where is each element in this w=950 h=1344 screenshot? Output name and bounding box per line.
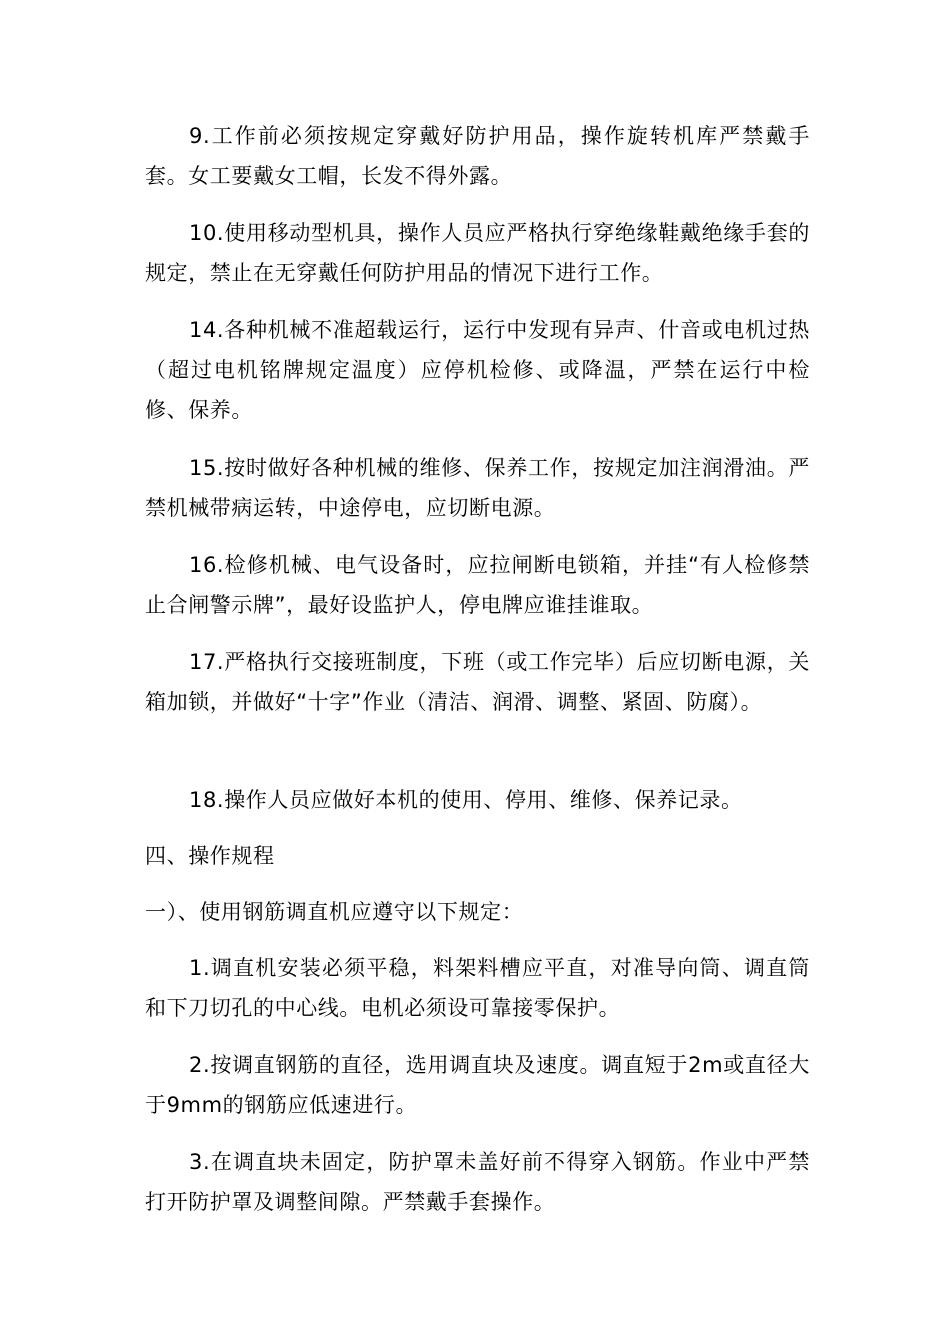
- rule-item-3: 3.在调直块未固定，防护罩未盖好前不得穿入钢筋。作业中严禁打开防护罩及调整间隙。严禁戴手套操作。: [145, 1150, 810, 1214]
- paragraph-item-17: 17.严格执行交接班制度，下班（或工作完毕）后应切断电源，关箱加锁，并做好“十字”作业（清洁、润滑、调整、紧固、防腐）。: [145, 650, 810, 714]
- paragraph-item-14: 14.各种机械不准超载运行，运行中发现有异声、什音或电机过热（超过电机铭牌规定温度）应停机检修、或降温，严禁在运行中检修、保养。: [145, 318, 810, 422]
- paragraph-item-9: 9.工作前必须按规定穿戴好防护用品，操作旋转机库严禁戴手套。女工要戴女工帽，长发不得外露。: [145, 124, 810, 188]
- rule-item-2: 2.按调直钢筋的直径，选用调直块及速度。调直短于2m或直径大于9mm的钢筋应低速进行。: [145, 1053, 810, 1117]
- subsection-heading: 一）、使用钢筋调直机应遵守以下规定：: [145, 900, 524, 924]
- paragraph-item-18: 18.操作人员应做好本机的使用、停用、维修、保养记录。: [189, 788, 743, 812]
- paragraph-item-10: 10.使用移动型机具，操作人员应严格执行穿绝缘鞋戴绝缘手套的规定，禁止在无穿戴任何防护用品的情况下进行工作。: [145, 221, 810, 285]
- section-heading: 四、操作规程: [145, 844, 275, 868]
- paragraph-item-16: 16.检修机械、电气设备时，应拉闸断电锁箱，并挂“有人检修禁止合闸警示牌”，最好设监护人，停电牌应谁挂谁取。: [145, 553, 810, 617]
- paragraph-item-15: 15.按时做好各种机械的维修、保养工作，按规定加注润滑油。严禁机械带病运转，中途停电，应切断电源。: [145, 456, 810, 520]
- rule-item-1: 1.调直机安装必须平稳，料架料槽应平直，对准导向筒、调直筒和下刀切孔的中心线。电机必须设可靠接零保护。: [145, 956, 810, 1020]
